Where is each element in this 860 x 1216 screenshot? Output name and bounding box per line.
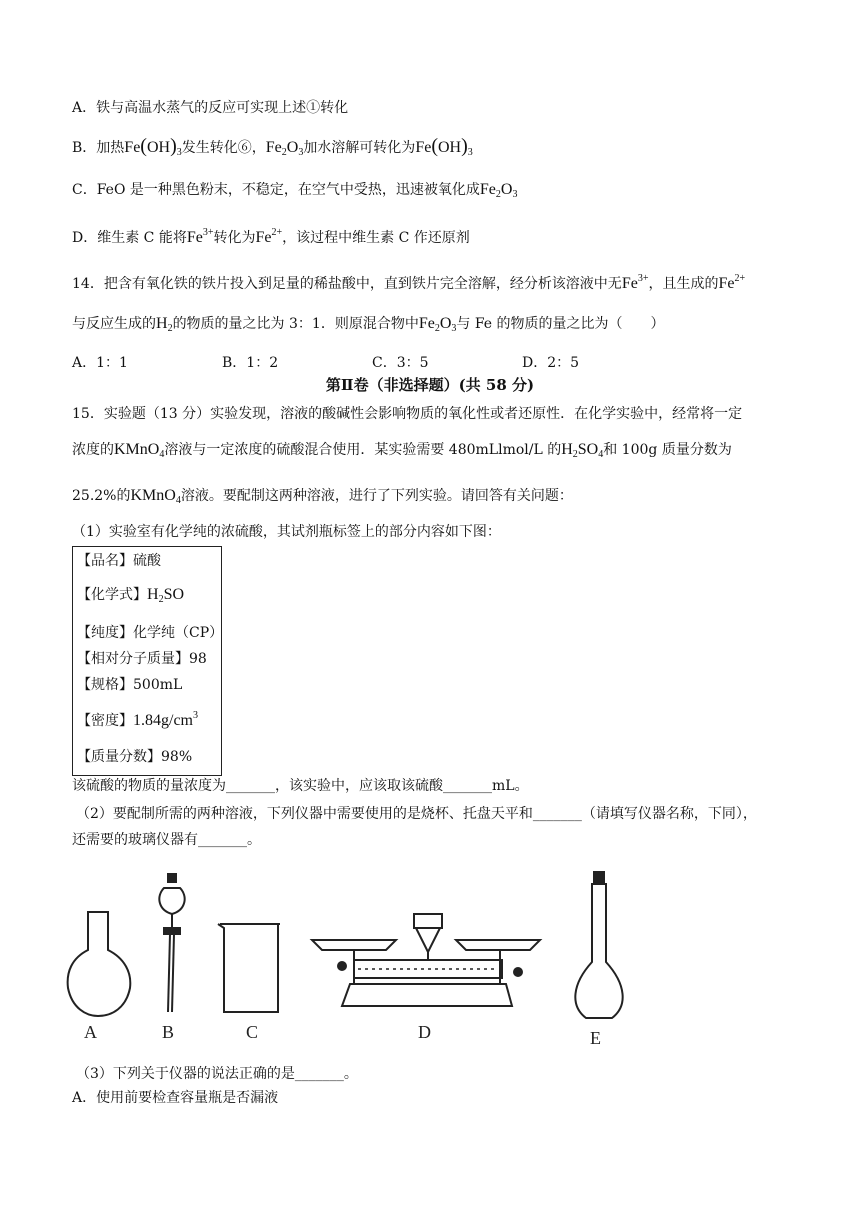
q13-option-b-mid1: 发生转化⑥， <box>181 140 266 156</box>
q14-line1 <box>72 274 745 294</box>
q14-option-c: C．3：5 <box>372 355 429 371</box>
q15-sub2-line2: 还需要的玻璃仪器有_______。 <box>72 832 261 848</box>
q15-sub2-line1: （2）要配制所需的两种溶液，下列仪器中需要使用的是烧杯、托盘天平和_______（请填写仪器名称，下同）， <box>76 806 757 822</box>
q14-line2 <box>72 314 665 334</box>
q15-line3-post: 溶液。要配制这两种溶液，进行了下列实验。请回答有关问题： <box>180 488 573 504</box>
q13-option-a: A．铁与高温水蒸气的反应可实现上述①转化 <box>72 100 349 116</box>
tray-balance <box>312 914 540 1006</box>
formula-fe2o3-q14: $Fe_2O_3$ <box>418 315 457 334</box>
label-formula <box>77 585 184 605</box>
q15-line1: 15．实验题（13 分）实验发现，溶液的酸碱性会影响物质的氧化性或者还原性．在化学实验中，经常将一定 <box>72 406 743 422</box>
formula-fe2o3: $Fe_2O_3$ <box>265 139 304 158</box>
q13-option-d-post: ，该过程中维生素 C 作还原剂 <box>282 230 470 246</box>
q15-line3 <box>72 486 573 506</box>
q13-option-b-prefix: B．加热 <box>72 140 125 156</box>
q13-option-c <box>72 180 517 200</box>
q14-line1-text: 14．把含有氧化铁的铁片投入到足量的稀盐酸中，直到铁片完全溶解，经分析该溶液中无 <box>72 276 622 292</box>
q15-sub3: （3）下列关于仪器的说法正确的是_______。 <box>76 1066 358 1082</box>
apparatus-label-e: E <box>590 1028 601 1048</box>
beaker <box>218 924 280 1012</box>
q14-option-d: D．2：5 <box>522 355 580 371</box>
q13-option-b-mid2: 加水溶解可转化为 <box>303 140 416 156</box>
q13-option-d-prefix: D．维生素 C 能将 <box>72 230 187 246</box>
formula-fe-oh-3: $Fe(OH)_3$ <box>124 135 182 158</box>
formula-h2so4: $H_2SO_4$ <box>561 441 604 460</box>
round-bottom-flask <box>68 912 131 1016</box>
section-title: 第Ⅱ卷（非选择题）(共 58 分) <box>325 376 535 394</box>
apparatus-label-b: B <box>162 1022 175 1042</box>
label-density-key: 【密度】 <box>77 713 133 729</box>
formula-fe3plus-q14: $Fe^{3+}$ <box>621 273 649 292</box>
label-mass-fraction: 【质量分数】98% <box>77 749 193 765</box>
label-name: 【品名】硫酸 <box>77 553 161 569</box>
q15-sub3-option-a: A．使用前要检查容量瓶是否漏液 <box>72 1090 279 1106</box>
apparatus-figure <box>60 866 640 1056</box>
label-density-value: $1.84g/cm^3$ <box>133 710 198 729</box>
q15-line2-mid: 溶液与一定浓度的硫酸混合使用．某实验需要 480mLlmol/L 的 <box>164 442 562 458</box>
formula-fe2o3-c: $Fe_2O_3$ <box>479 181 518 200</box>
q15-line2-post: 和 100g 质量分数为 <box>603 442 732 458</box>
formula-fe2plus-q14: $Fe^{2+}$ <box>718 273 746 292</box>
q14-options <box>0 352 860 372</box>
label-density <box>77 711 198 731</box>
formula-fe-oh-3-b: $Fe(OH)_3$ <box>415 135 473 158</box>
reagent-label-box <box>72 546 222 776</box>
q14-option-b: B．1：2 <box>222 355 279 371</box>
q13-option-b <box>72 136 473 158</box>
q15-line2-prefix: 浓度的 <box>72 442 114 458</box>
q15-after-label: 该硫酸的物质的量浓度为_______，该实验中，应该取该硫酸_______mL。 <box>72 778 529 794</box>
label-molar-mass: 【相对分子质量】98 <box>77 651 207 667</box>
volumetric-flask <box>575 872 622 1018</box>
apparatus-label-a: A <box>84 1022 97 1042</box>
q15-line3-prefix: 25.2%的 <box>72 488 131 504</box>
label-purity: 【纯度】化学纯（CP） <box>77 625 224 641</box>
q14-line2-mid: 的物质的量之比为 3：1．则原混合物中 <box>172 316 419 332</box>
formula-h2: $H_2$ <box>156 315 173 334</box>
formula-kmno4-b: KMnO$_4$ <box>130 487 181 506</box>
separatory-funnel <box>159 874 184 1012</box>
formula-fe2plus: $Fe^{2+}$ <box>255 227 283 246</box>
q13-option-d <box>72 228 470 248</box>
q15-sub1: （1）实验室有化学纯的浓硫酸，其试剂瓶标签上的部分内容如下图： <box>72 524 501 540</box>
q13-option-c-text: C．FeO 是一种黑色粉末，不稳定，在空气中受热，迅速被氧化成 <box>72 182 480 198</box>
q15-line2 <box>72 440 732 460</box>
q14-option-a: A．1：1 <box>72 355 128 371</box>
q14-line2-text: 与反应生成的 <box>72 316 156 332</box>
label-spec: 【规格】500mL <box>77 677 183 693</box>
formula-fe3plus: $Fe^{3+}$ <box>186 227 214 246</box>
apparatus-label-d: D <box>418 1022 431 1042</box>
formula-h2so: $H_2SO$ <box>147 586 185 605</box>
label-formula-key: 【化学式】 <box>77 587 147 603</box>
formula-kmno4: KMnO$_4$ <box>114 441 165 460</box>
q14-line1-mid: ，且生成的 <box>648 276 719 292</box>
apparatus-label-c: C <box>246 1022 259 1042</box>
q14-line2-end: 与 Fe 的物质的量之比为（ ） <box>456 316 665 332</box>
q13-option-d-mid: 转化为 <box>213 230 256 246</box>
